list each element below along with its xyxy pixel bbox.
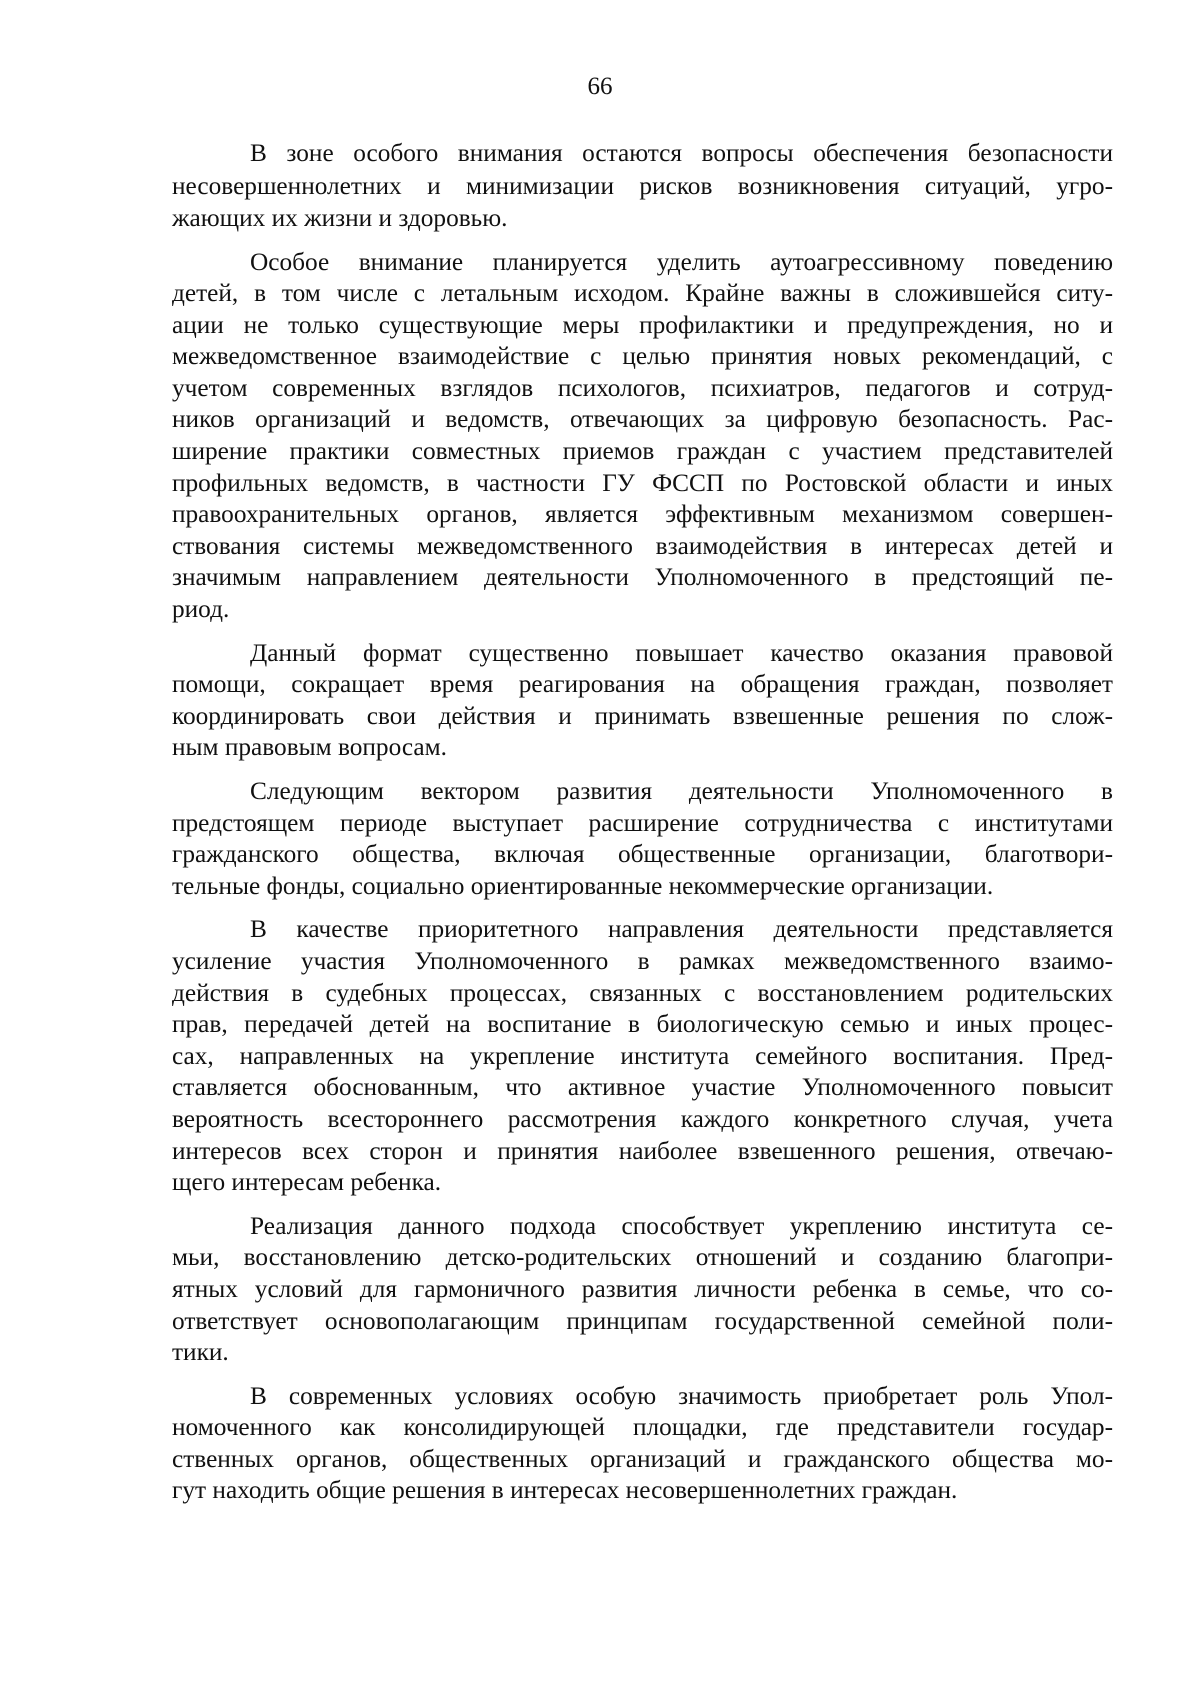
- text-line: ставляется обоснованным, что активное участие Уполномоченного повысит: [172, 1073, 1113, 1102]
- text-line: ственных органов, общественных организаций и гражданского общества мо-: [172, 1444, 1113, 1473]
- text-line: действия в судебных процессах, связанных с восстановлением родительских: [172, 978, 1113, 1007]
- text-line: координировать свои действия и принимать взвешенные решения по слож-: [172, 701, 1113, 730]
- text-line: щего интересам ребенка.: [172, 1168, 442, 1197]
- text-line: значимым направлением деятельности Уполномоченного в предстоящий пе-: [172, 563, 1113, 592]
- paragraph-5: [172, 914, 1113, 1198]
- text-line: интересов всех сторон и принятия наиболее взвешенного решения, отвечаю-: [172, 1136, 1113, 1165]
- text-line: детей, в том числе с летальным исходом. Крайне важны в сложившейся ситу-: [172, 279, 1113, 308]
- text-line: Данный формат существенно повышает качество оказания правовой: [250, 638, 1113, 667]
- text-line: ным правовым вопросам.: [172, 733, 447, 762]
- text-line: правоохранительных органов, является эффективным механизмом совершен-: [172, 500, 1113, 529]
- text-line: мьи, восстановлению детско-родительских отношений и созданию благопри-: [172, 1243, 1113, 1272]
- text-line: жающих их жизни и здоровью.: [172, 204, 508, 232]
- text-line: помощи, сокращает время реагирования на обращения граждан, позволяет: [172, 670, 1113, 699]
- text-line: вероятность всестороннего рассмотрения каждого конкретного случая, учета: [172, 1104, 1113, 1133]
- text-line: гражданского общества, включая общественные организации, благотвори-: [172, 840, 1113, 869]
- paragraph-7: [172, 1381, 1113, 1507]
- paragraph-6: [172, 1211, 1113, 1369]
- text-line: Следующим вектором развития деятельности Уполномоченного в: [250, 777, 1113, 805]
- text-line: тики.: [172, 1338, 229, 1367]
- text-line: В зоне особого внимания остаются вопросы обеспечения безопасности: [250, 139, 1113, 167]
- text-line: ятных условий для гармоничного развития личности ребенка в семье, что со-: [172, 1274, 1113, 1303]
- text-line: усиление участия Уполномоченного в рамках межведомственного взаимо-: [172, 946, 1113, 975]
- page-number: 66: [587, 73, 613, 100]
- paragraph-2: [172, 247, 1113, 626]
- paragraph-1: [172, 137, 1113, 235]
- text-line: Реализация данного подхода способствует укреплению института се-: [250, 1211, 1113, 1240]
- text-line: профильных ведомств, в частности ГУ ФССП по Ростовской области и иных: [172, 468, 1113, 497]
- text-line: В современных условиях особую значимость приобретает роль Упол-: [250, 1381, 1113, 1410]
- text-line: несовершеннолетних и минимизации рисков возникновения ситуаций, угро-: [172, 171, 1113, 200]
- text-line: номоченного как консолидирующей площадки, где представители государ-: [172, 1413, 1113, 1442]
- text-line: Особое внимание планируется уделить аутоагрессивному поведению: [250, 247, 1113, 276]
- text-line: гут находить общие решения в интересах несовершеннолетних граждан.: [172, 1476, 958, 1505]
- text-line: предстоящем периоде выступает расширение сотрудничества с институтами: [172, 808, 1113, 837]
- text-line: прав, передачей детей на воспитание в биологическую семью и иных процес-: [172, 1010, 1113, 1039]
- text-line: ответствует основополагающим принципам государственной семейной поли-: [172, 1306, 1113, 1335]
- text-line: ации не только существующие меры профилактики и предупреждения, но и: [172, 310, 1113, 339]
- text-line: риод.: [172, 595, 230, 624]
- text-line: учетом современных взглядов психологов, психиатров, педагогов и сотруд-: [172, 373, 1113, 402]
- text-line: межведомственное взаимодействие с целью принятия новых рекомендаций, с: [172, 342, 1113, 371]
- paragraph-3: [172, 638, 1113, 764]
- text-line: ширение практики совместных приемов граждан с участием представителей: [172, 437, 1113, 466]
- text-line: В качестве приоритетного направления деятельности представляется: [250, 915, 1113, 944]
- text-line: ников организаций и ведомств, отвечающих за цифровую безопасность. Рас-: [172, 405, 1113, 434]
- paragraph-4: [172, 776, 1113, 902]
- body-text: [172, 137, 1113, 1519]
- text-line: тельные фонды, социально ориентированные некоммерческие организации.: [172, 871, 994, 900]
- text-line: ствования системы межведомственного взаимодействия в интересах детей и: [172, 531, 1113, 560]
- text-line: сах, направленных на укрепление института семейного воспитания. Пред-: [172, 1041, 1113, 1070]
